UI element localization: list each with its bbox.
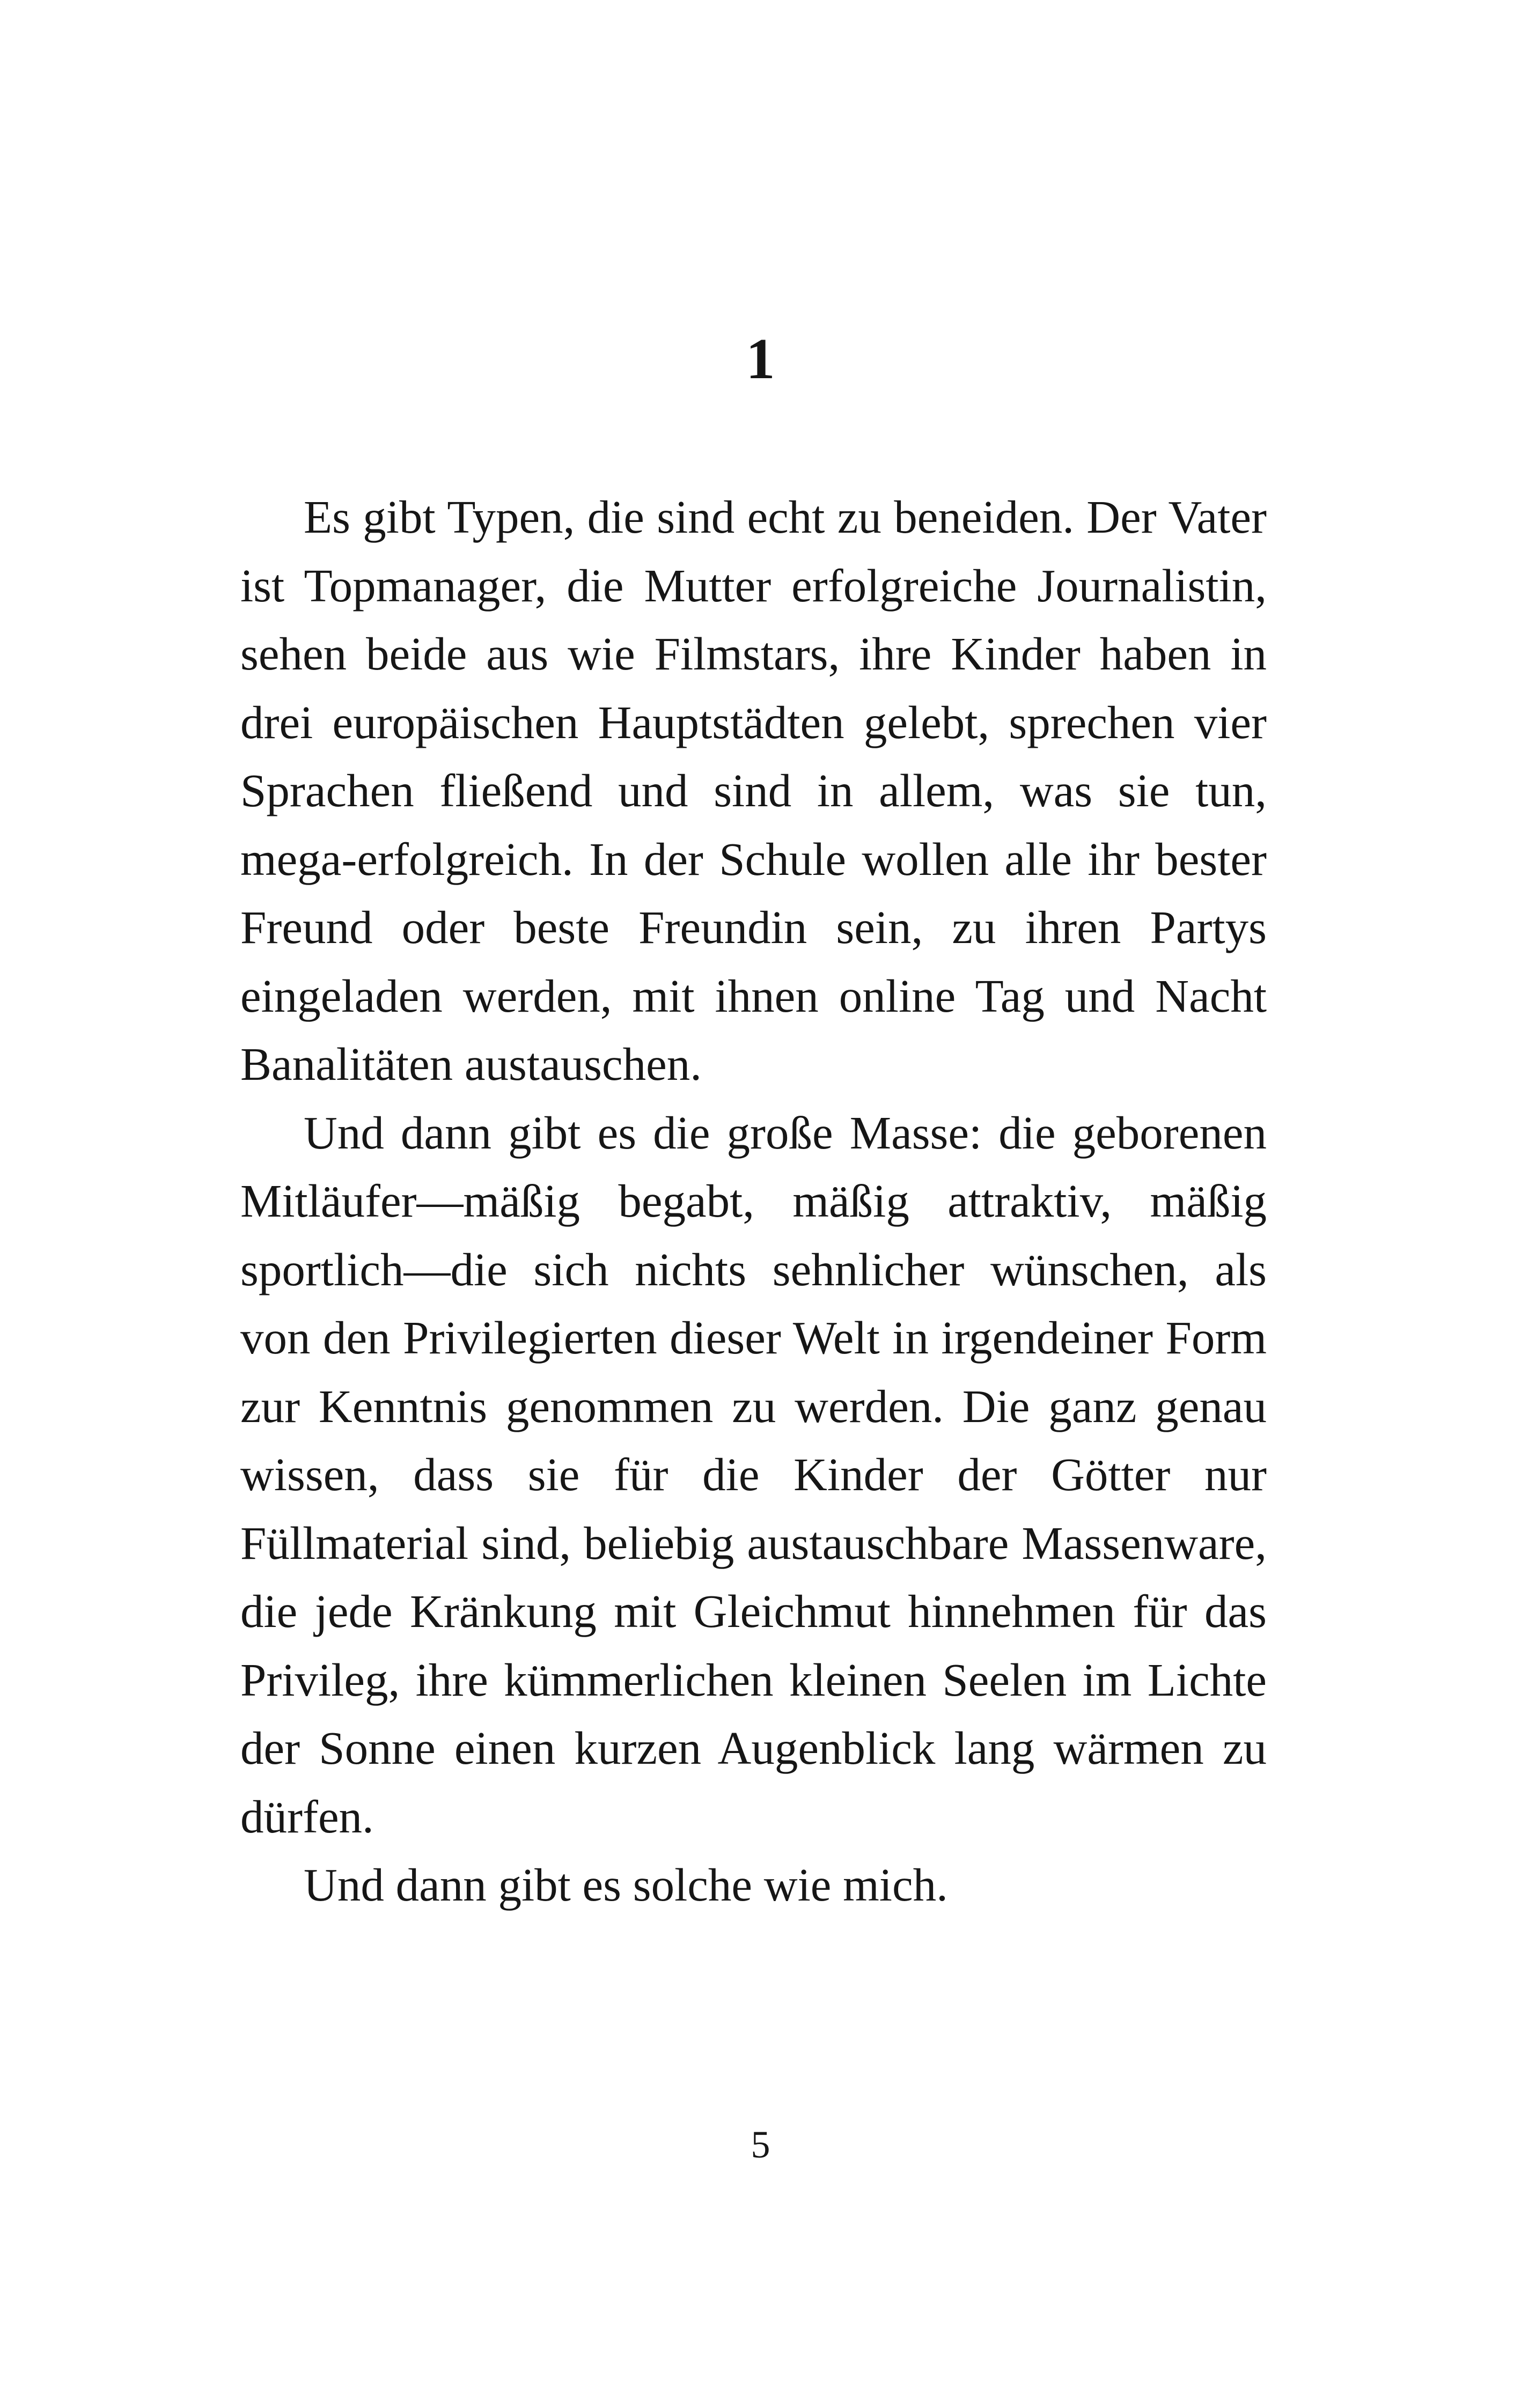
body-text bbox=[240, 483, 1267, 1919]
chapter-number: 1 bbox=[746, 327, 775, 391]
page-number: 5 bbox=[751, 2123, 770, 2166]
paragraph-1: Es gibt Typen, die sind echt zu beneiden. Der Vater ist Topmanager, die Mutter erfolgreiche Journalistin, sehen beide aus wie Filmstars, ihre Kinder haben in drei europäischen Hauptstädten gelebt, sprechen vier Sprachen fließend und sind in allem, was sie tun, mega-erfolgreich. In der Schule wollen alle ihr bester Freund oder beste Freundin sein, zu ihren Partys eingeladen werden, mit ihnen online Tag und Nacht Banalitäten austauschen. bbox=[240, 491, 1267, 1090]
paragraph-2: Und dann gibt es die große Masse: die geborenen Mitläufer—mäßig begabt, mäßig attraktiv, mäßig sportlich—die sich nichts sehnlicher wünschen, als von den Privilegierten dieser Welt in irgendeiner Form zur Kenntnis genommen zu werden. Die ganz genau wissen, dass sie für die Kinder der Götter nur Füllmaterial sind, beliebig austauschbare Massenware, die jede Kränkung mit Gleichmut hinnehmen für das Privileg, ihre kümmerlichen kleinen Seelen im Lichte der Sonne einen kurzen Augenblick lang wärmen zu dürfen. bbox=[240, 1106, 1267, 1843]
paragraph-3: Und dann gibt es solche wie mich. bbox=[304, 1859, 948, 1911]
